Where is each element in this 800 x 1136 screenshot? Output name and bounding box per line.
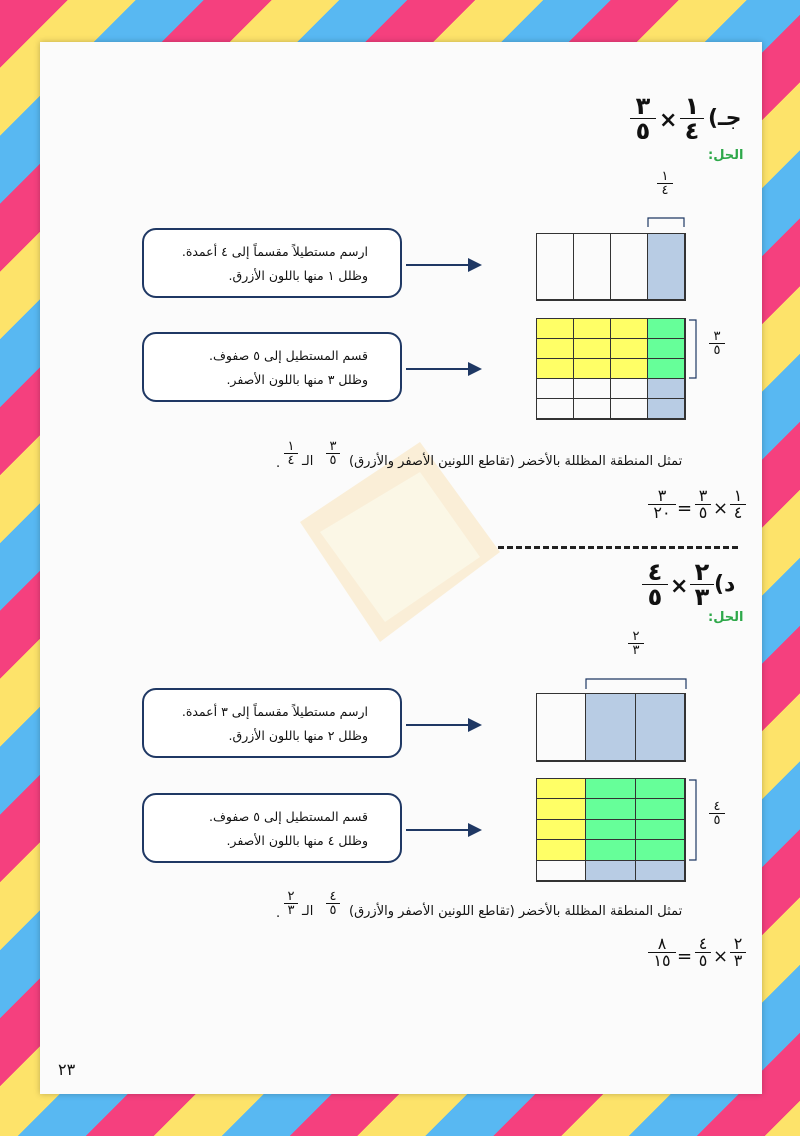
part-d-eq-f2: ٢ ٣ bbox=[730, 936, 746, 969]
part-c-columns-brace bbox=[646, 214, 686, 228]
part-d-eq-times: × bbox=[713, 946, 729, 967]
part-c-heading: جـ) bbox=[708, 106, 742, 131]
part-d-step2-line1: قسم المستطيل إلى ٥ صفوف. bbox=[208, 809, 368, 824]
part-d-solution-label: الحل: bbox=[708, 610, 744, 625]
section-divider bbox=[498, 546, 738, 549]
part-c-sentence-end: . bbox=[276, 456, 281, 471]
part-d-heading: د) bbox=[714, 572, 736, 597]
part-d-sentence-mid: الـ bbox=[302, 904, 314, 919]
part-d-grid-columns bbox=[536, 693, 686, 762]
page-number: ٢٣ bbox=[58, 1060, 76, 1079]
part-c-frac-b: ١ ٤ bbox=[680, 94, 704, 143]
part-d-columns-frac: ٢ ٣ bbox=[628, 630, 644, 657]
part-c-sentence-frac1: ٣ ٥ bbox=[326, 440, 340, 467]
part-d-sentence-end: . bbox=[276, 906, 281, 921]
part-d-sentence-frac1: ٤ ٥ bbox=[326, 890, 340, 917]
part-d-step2-arrow bbox=[406, 829, 480, 831]
part-d-grid-rows bbox=[536, 778, 686, 882]
part-c-eq-f2: ١ ٤ bbox=[730, 488, 746, 521]
part-d-eq-result: ٨ ١٥ bbox=[648, 936, 676, 969]
part-d-frac-b: ٢ ٣ bbox=[690, 560, 714, 609]
part-d-sentence-text: تمثل المنطقة المظللة بالأخضر (تقاطع اللونين الأصفر والأزرق) bbox=[349, 904, 683, 919]
part-d-times: × bbox=[670, 574, 689, 599]
part-c-step2-arrow bbox=[406, 368, 480, 370]
part-c-eq-result: ٣ ٢٠ bbox=[648, 488, 676, 521]
part-d-step1-box bbox=[142, 688, 402, 758]
part-c-grid-columns bbox=[536, 233, 686, 301]
part-c-rows-frac: ٣ ٥ bbox=[709, 330, 725, 357]
part-c-solution-label: الحل: bbox=[708, 148, 744, 163]
part-c-eq-times: × bbox=[713, 498, 729, 519]
part-c-step1-arrow bbox=[406, 264, 480, 266]
part-c-step2-line2: وظلل ٣ منها باللون الأصفر. bbox=[226, 372, 368, 387]
part-d-step1-line2: وظلل ٢ منها باللون الأزرق. bbox=[228, 728, 368, 743]
part-c-frac-a: ٣ ٥ bbox=[630, 94, 656, 143]
part-d-rows-brace bbox=[688, 778, 702, 862]
part-c-rows-brace bbox=[688, 318, 702, 380]
part-d-step2-line2: وظلل ٤ منها باللون الأصفر. bbox=[226, 833, 368, 848]
part-d-frac-a: ٤ ٥ bbox=[642, 560, 668, 609]
part-c-step2-box bbox=[142, 332, 402, 402]
part-d-rows-frac: ٤ ٥ bbox=[709, 800, 725, 827]
part-c-sentence-mid: الـ bbox=[302, 454, 314, 469]
part-c-sentence-frac2: ١ ٤ bbox=[284, 440, 298, 467]
part-d-sentence-frac2: ٢ ٣ bbox=[284, 890, 298, 917]
part-d-eq-equals: = bbox=[677, 946, 693, 967]
part-c-sentence-text: تمثل المنطقة المظللة بالأخضر (تقاطع اللونين الأصفر والأزرق) bbox=[349, 454, 683, 469]
part-c-step2-line1: قسم المستطيل إلى ٥ صفوف. bbox=[208, 348, 368, 363]
part-c-step1-line2: وظلل ١ منها باللون الأزرق. bbox=[228, 268, 368, 283]
worksheet-page bbox=[40, 42, 762, 1094]
part-d-step2-box bbox=[142, 793, 402, 863]
part-c-step1-line1: ارسم مستطيلاً مقسماً إلى ٤ أعمدة. bbox=[181, 244, 368, 259]
part-d-columns-brace bbox=[584, 674, 688, 690]
part-d-step1-arrow bbox=[406, 724, 480, 726]
part-c-times: × bbox=[659, 108, 678, 133]
part-c-eq-equals: = bbox=[677, 498, 693, 519]
part-d-eq-f1: ٤ ٥ bbox=[695, 936, 711, 969]
part-c-columns-frac: ١ ٤ bbox=[657, 170, 673, 197]
part-c-eq-f1: ٣ ٥ bbox=[695, 488, 711, 521]
book-watermark-icon bbox=[270, 402, 520, 662]
part-d-step1-line1: ارسم مستطيلاً مقسماً إلى ٣ أعمدة. bbox=[181, 704, 368, 719]
part-c-step1-box bbox=[142, 228, 402, 298]
part-c-grid-rows bbox=[536, 318, 686, 420]
